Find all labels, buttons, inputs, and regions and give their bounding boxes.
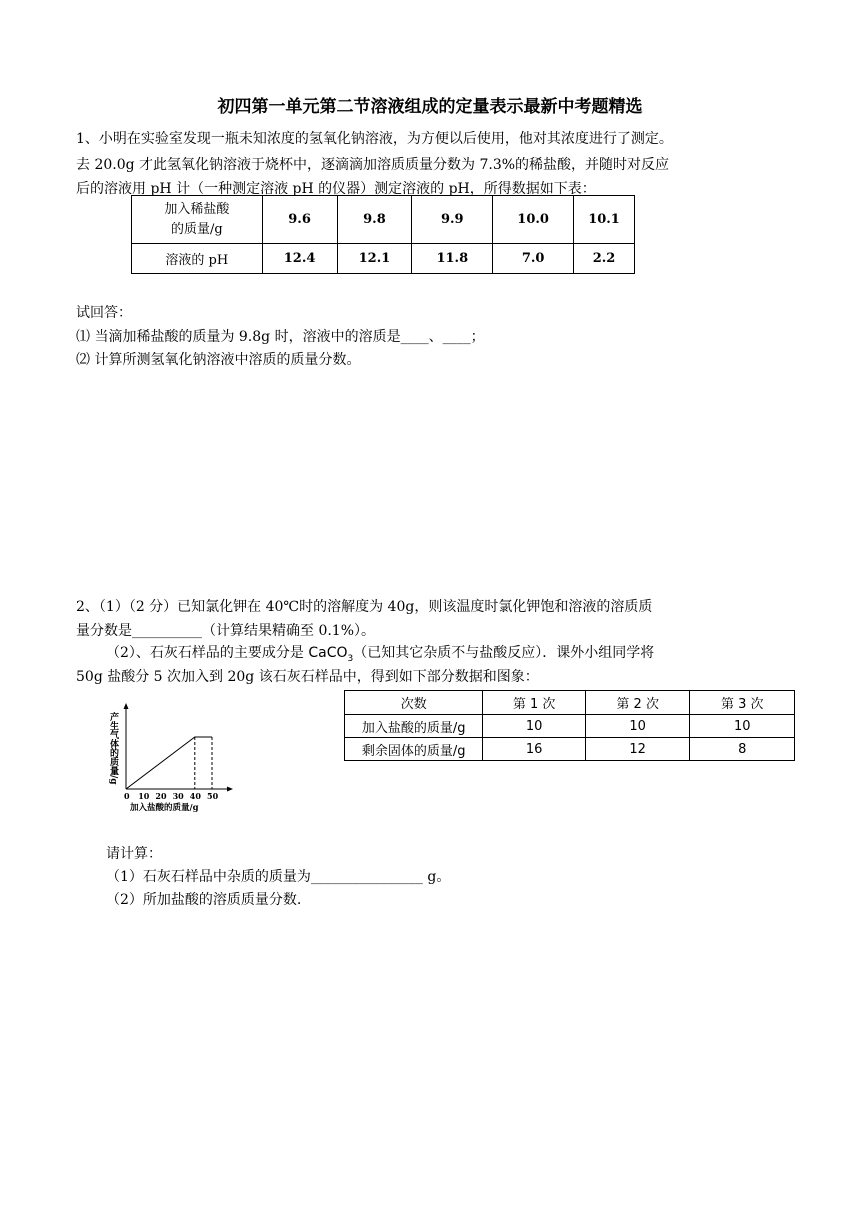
table-cell: 10 <box>690 715 795 738</box>
table-cell: 加入盐酸的质量/g <box>345 715 483 738</box>
table-header-hcl-mass: 加入稀盐酸 的质量/g <box>132 196 263 244</box>
q2-calc-intro: 请计算： <box>106 846 162 862</box>
q2-text-line-2: 量分数是__________（计算结果精确至 0.1%）。 <box>76 623 376 639</box>
x-axis-arrow-icon <box>227 787 233 792</box>
table-cell: 9.9 <box>412 196 493 244</box>
table-header-ph: 溶液的 pH <box>132 244 263 274</box>
graph-tick-label: 40 <box>189 791 201 801</box>
graph-tick-label: 10 <box>138 791 150 801</box>
ph-data-table <box>131 195 635 274</box>
q2-text-line-3: （2）、石灰石样品的主要成分是 CaCO$_3$（已知其它杂质不与盐酸反应）．课外小组同学将 <box>106 645 655 664</box>
table-header: 第 3 次 <box>690 691 795 715</box>
q1-answer-intro: 试回答： <box>76 305 132 321</box>
table-cell: 11.8 <box>412 244 493 274</box>
q1-text-line-2: 去 20.0g 才此氢氧化钠溶液于烧杯中，逐滴滴加溶质质量分数为 7.3%的稀盐酸，并随时对反应 <box>76 157 670 173</box>
table-cell: 2.2 <box>574 244 635 274</box>
q1-text-line-1: 1、小明在实验室发现一瓶未知浓度的氢氧化钠溶液，为方便以后使用，他对其浓度进行了测定。 <box>76 131 673 147</box>
table-cell: 9.6 <box>262 196 337 244</box>
answer-blank[interactable]: ________________ <box>310 869 423 885</box>
graph-tick-label: 20 <box>155 791 167 801</box>
table-cell: 10 <box>483 715 586 738</box>
q1-sub-question-1: ⑴ 当滴加稀盐酸的质量为 9.8g 时，溶液中的溶质是____、____； <box>76 329 485 345</box>
table-cell: 16 <box>483 738 586 761</box>
graph-tick-label: 50 <box>207 791 219 801</box>
answer-blank[interactable]: __________ <box>132 623 202 639</box>
q2-calc-question-1: （1）石灰石样品中杂质的质量为________________ g。 <box>106 869 451 885</box>
table-cell: 9.8 <box>337 196 412 244</box>
table-cell: 7.0 <box>493 244 574 274</box>
gas-mass-graph <box>108 700 238 818</box>
table-header: 第 1 次 <box>483 691 586 715</box>
chemical-formula: CaCO$_3$ <box>308 645 354 664</box>
table-cell: 10.1 <box>574 196 635 244</box>
table-cell: 12.1 <box>337 244 412 274</box>
table-cell: 10 <box>585 715 690 738</box>
q2-calc-question-2: （2）所加盐酸的溶质质量分数. <box>106 892 302 908</box>
table-cell: 剩余固体的质量/g <box>345 738 483 761</box>
table-cell: 12 <box>585 738 690 761</box>
table-cell: 10.0 <box>493 196 574 244</box>
page-title: 初四第一单元第二节溶液组成的定量表示最新中考题精选 <box>217 97 643 117</box>
table-header: 次数 <box>345 691 483 715</box>
residue-data-table <box>344 690 795 761</box>
table-cell: 8 <box>690 738 795 761</box>
table-header: 第 2 次 <box>585 691 690 715</box>
q1-text-line-3: 后的溶液用 pH 计（一种测定溶液 pH 的仪器）测定溶液的 pH，所得数据如下表： <box>76 181 596 197</box>
graph-tick-label: 30 <box>172 791 184 801</box>
table-cell: 12.4 <box>262 244 337 274</box>
q1-sub-question-2: ⑵ 计算所测氢氧化钠溶液中溶质的质量分数。 <box>76 352 361 368</box>
y-axis-arrow-icon <box>124 703 129 709</box>
graph-xlabel: 加入盐酸的质量/g <box>130 803 199 813</box>
graph-ylabel: 产生气体的质量/g <box>108 712 118 785</box>
q2-text-line-4: 50g 盐酸分 5 次加入到 20g 该石灰石样品中，得到如下部分数据和图象： <box>76 669 539 685</box>
q2-text-line-1: 2、（1）（2 分）已知氯化钾在 40℃时的溶解度为 40g，则该温度时氯化钾饱和溶液的溶质质 <box>76 599 653 615</box>
graph-tick-label: 0 <box>124 791 130 801</box>
graph-series-line <box>126 737 212 789</box>
